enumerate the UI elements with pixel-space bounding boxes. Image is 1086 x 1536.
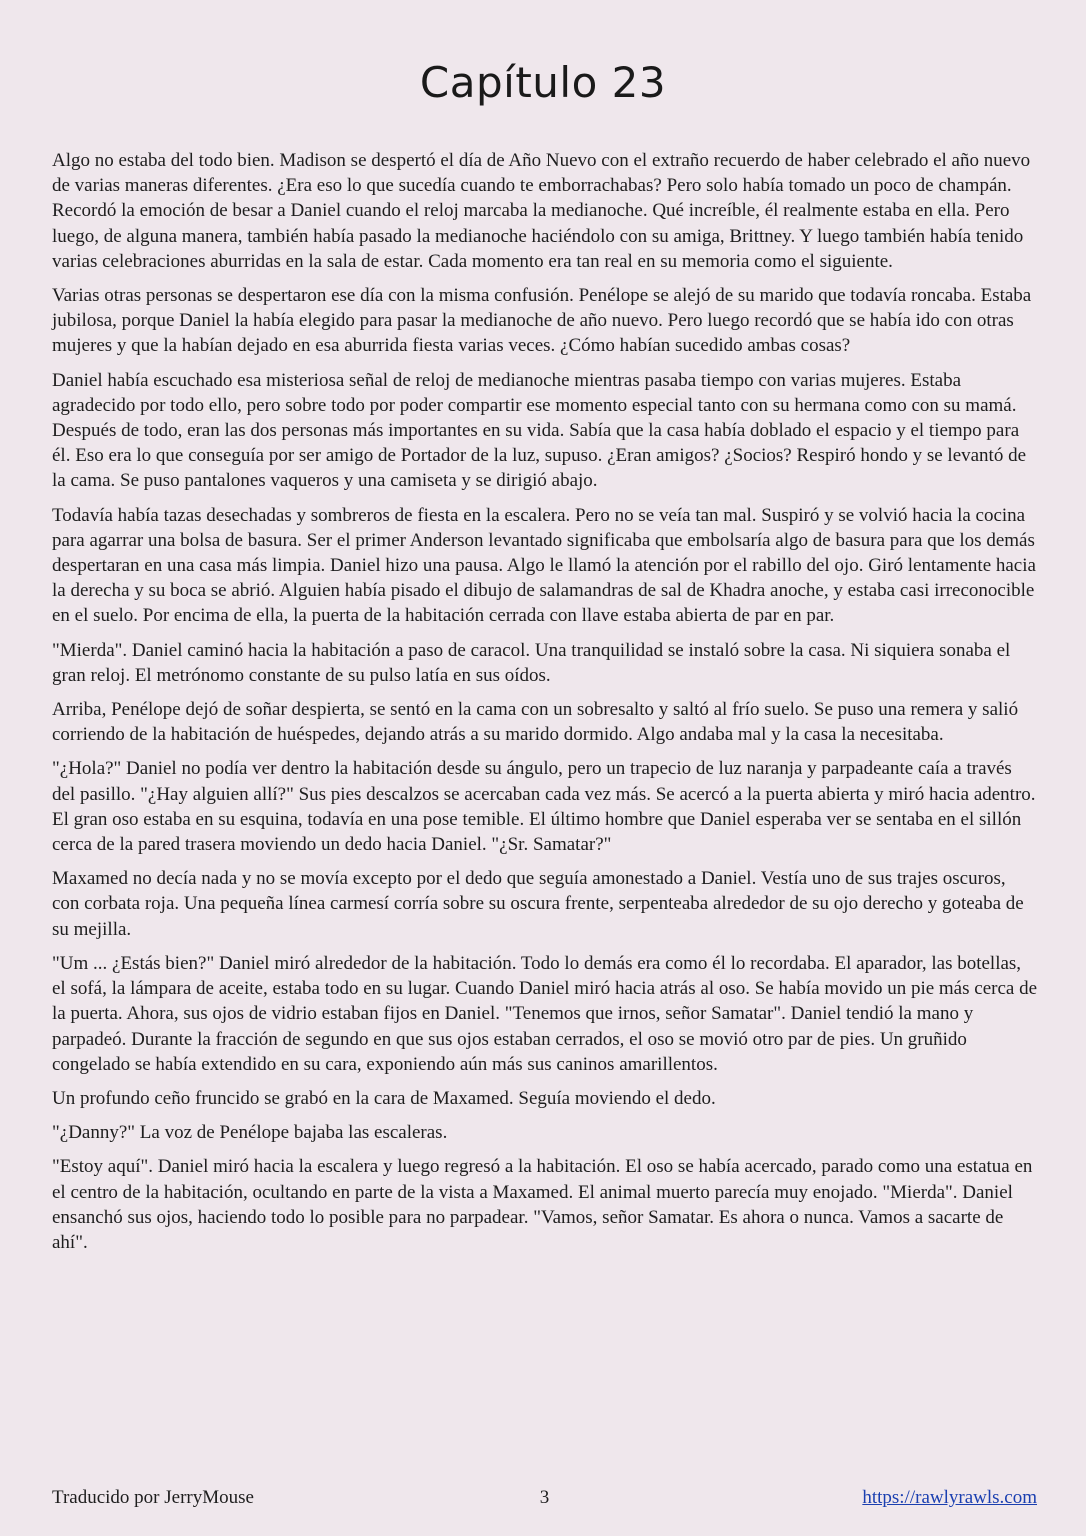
chapter-body <box>52 148 1037 1264</box>
paragraph: "¿Hola?" Daniel no podía ver dentro la habitación desde su ángulo, pero un trapecio de luz naranja y parpadeante caía a través del pasillo. "¿Hay alguien allí?" Sus pies descalzos se acercaban cada vez más. Se acercó a la puerta abierta y miró hacia adentro. El gran oso estaba en su esquina, todavía en una pose temible. El último hombre que Daniel esperaba ver se sentaba en el sillón cerca de la pared trasera moviendo un dedo hacia Daniel. "¿Sr. Samatar?" <box>52 758 1036 856</box>
paragraph: Algo no estaba del todo bien. Madison se despertó el día de Año Nuevo con el extraño recuerdo de haber celebrado el año nuevo de varias maneras diferentes. ¿Era eso lo que sucedía cuando te emborrachabas? Pero solo había tomado un poco de champán. Recordó la emoción de besar a Daniel cuando el reloj marcaba la medianoche. Qué increíble, él realmente estaba en ella. Pero luego, de alguna manera, también había pasado la medianoche haciéndolo con su amiga, Brittney. Y luego también había tenido varias celebraciones aburridas en la sala de estar. Cada momento era tan real en su memoria como el siguiente. <box>52 150 1031 272</box>
paragraph: Todavía había tazas desechadas y sombreros de fiesta en la escalera. Pero no se veía tan mal. Suspiró y se volvió hacia la cocina para agarrar una bolsa de basura. Ser el primer Anderson levantado significaba que embolsaría algo de basura para que los demás despertaran en una casa más limpia. Daniel hizo una pausa. Algo le llamó la atención por el rabillo del ojo. Giró lentamente hacia la derecha y su boca se abrió. Alguien había pisado el dibujo de salamandras de sal de Khadra anoche, y estaba casi irreconocible en el suelo. Por encima de ella, la puerta de la habitación cerrada con llave estaba abierta de par en par. <box>52 504 1036 627</box>
chapter-title: Capítulo 23 <box>419 58 667 107</box>
paragraph: Arriba, Penélope dejó de soñar despierta, se sentó en la cama con un sobresalto y saltó al frío suelo. Se puso una remera y salió corriendo de la habitación de huéspedes, dejando atrás a su marido dormido. Algo andaba mal y la casa la necesitaba. <box>52 699 1019 746</box>
page-number: 3 <box>539 1487 550 1508</box>
translator-credit: Traducido por JerryMouse <box>52 1487 254 1508</box>
paragraph: "Um ... ¿Estás bien?" Daniel miró alrededor de la habitación. Todo lo demás era como él lo recordaba. El aparador, las botellas, el sofá, la lámpara de aceite, estaba todo en su lugar. Cuando Daniel miró hacia atrás al oso. Se había movido un pie más cerca de la puerta. Ahora, sus ojos de vidrio estaban fijos en Daniel. "Tenemos que irnos, señor Samatar". Daniel tendió la mano y parpadeó. Durante la fracción de segundo en que sus ojos estaban cerrados, el oso se movió otro par de pies. Un gruñido congelado se había extendido en su cara, exponiendo aún más sus caninos amarillentos. <box>52 952 1038 1075</box>
paragraph: Un profundo ceño fruncido se grabó en la cara de Maxamed. Seguía moviendo el dedo. <box>52 1087 716 1109</box>
paragraph: "Estoy aquí". Daniel miró hacia la escalera y luego regresó a la habitación. El oso se había acercado, parado como una estatua en el centro de la habitación, ocultando en parte de la vista a Maxamed. El animal muerto parecía muy enojado. "Mierda". Daniel ensanchó sus ojos, haciendo todo lo posible para no parpadear. "Vamos, señor Samatar. Es ahora o nunca. Vamos a sacarte de ahí". <box>52 1156 1033 1253</box>
paragraph: "Mierda". Daniel caminó hacia la habitación a paso de caracol. Una tranquilidad se instaló sobre la casa. Ni siquiera sonaba el gran reloj. El metrónomo constante de su pulso latía en sus oídos. <box>52 639 1011 686</box>
paragraph: "¿Danny?" La voz de Penélope bajaba las escaleras. <box>52 1122 448 1144</box>
page-footer <box>52 1487 1037 1513</box>
paragraph: Maxamed no decía nada y no se movía excepto por el dedo que seguía amonestado a Daniel. Vestía uno de sus trajes oscuros, con corbata roja. Una pequeña línea carmesí corría sobre su oscura frente, serpenteaba alrededor de su ojo derecho y goteaba de su mejilla. <box>52 868 1024 940</box>
website-link[interactable]: https://rawlyrawls.com <box>862 1487 1037 1508</box>
paragraph: Daniel había escuchado esa misteriosa señal de reloj de medianoche mientras pasaba tiempo con varias mujeres. Estaba agradecido por todo ello, pero sobre todo por poder compartir ese momento especial tanto con su hermana como con su mamá. Después de todo, eran las dos personas más importantes en su vida. Sabía que la casa había doblado el espacio y el tiempo para él. Eso era lo que conseguía por ser amigo de Portador de la luz, supuso. ¿Eran amigos? ¿Socios? Respiró hondo y se levantó de la cama. Se puso pantalones vaqueros y una camiseta y se dirigió abajo. <box>52 369 1027 492</box>
paragraph: Varias otras personas se despertaron ese día con la misma confusión. Penélope se alejó de su marido que todavía roncaba. Estaba jubilosa, porque Daniel la había elegido para pasar la medianoche de año nuevo. Pero luego recordó que se había ido con otras mujeres y que la habían dejado en esa aburrida fiesta varias veces. ¿Cómo habían sucedido ambas cosas? <box>52 285 1032 357</box>
